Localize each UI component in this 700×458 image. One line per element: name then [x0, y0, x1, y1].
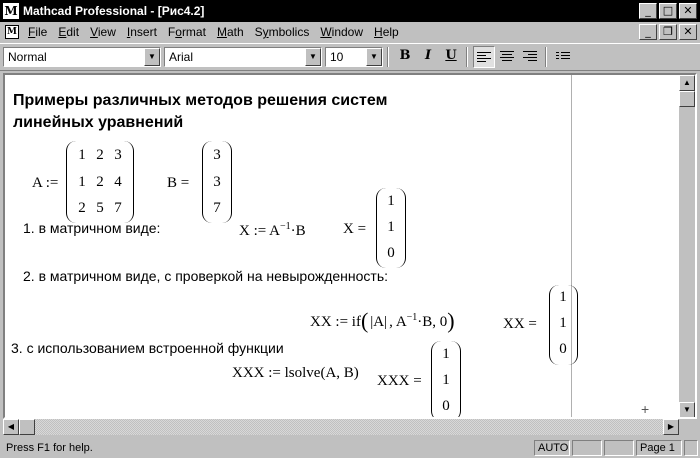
calc-mode-indicator: AUTO: [534, 440, 570, 456]
step1-expression[interactable]: X := $A^{-1}\cdot B$: [239, 221, 306, 239]
b-result-label[interactable]: B =: [167, 175, 190, 191]
menu-symbolics[interactable]: Symbolics: [254, 25, 310, 39]
vertical-scrollbar[interactable]: [679, 75, 695, 418]
matrix-a[interactable]: 1 2 3 1 2 4 2 5 7: [66, 141, 134, 223]
status-help-text: Press F1 for help.: [6, 441, 93, 454]
window-title: Mathcad Professional - [Рис4.2]: [23, 4, 205, 18]
menu-window[interactable]: Window: [320, 25, 364, 39]
scroll-down-button[interactable]: ▼: [679, 402, 695, 418]
font-select[interactable]: Arial ▼: [164, 47, 322, 67]
step2-text[interactable]: 2. в матричном виде, с проверкой на невырожденность:: [23, 268, 389, 284]
align-left-button[interactable]: [473, 46, 495, 68]
matrix-xx[interactable]: 1 1 0: [549, 285, 578, 365]
align-right-button[interactable]: [519, 46, 541, 68]
xx-result-label[interactable]: XX =: [503, 316, 537, 332]
align-right-icon: [523, 49, 537, 63]
align-center-button[interactable]: [496, 46, 518, 68]
underline-button[interactable]: U: [445, 48, 457, 63]
doc-restore-button[interactable]: ❐: [659, 24, 677, 40]
bullet-list-icon: [556, 50, 570, 61]
maximize-button[interactable]: □: [659, 3, 677, 19]
menu-file[interactable]: File: [28, 25, 48, 39]
matrix-b[interactable]: 3 3 7: [202, 141, 232, 223]
status-panel-empty-3: [684, 440, 698, 456]
step1-text[interactable]: 1. в матричном виде:: [23, 220, 161, 236]
align-center-icon: [500, 49, 514, 63]
menu-insert[interactable]: Insert: [126, 25, 157, 39]
style-select[interactable]: Normal ▼: [3, 47, 161, 67]
step2-expression[interactable]: XX := if( |A| , $A^{-1}\cdot B$, 0): [310, 308, 455, 333]
menu-edit[interactable]: Edit: [58, 25, 80, 39]
minimize-button[interactable]: _: [639, 3, 657, 19]
doc-close-button[interactable]: ✕: [679, 24, 697, 40]
status-bar: [0, 437, 700, 458]
worksheet[interactable]: [3, 73, 697, 419]
menu-math[interactable]: Math: [216, 25, 244, 39]
status-panel-empty-2: [604, 440, 634, 456]
format-toolbar: [0, 43, 700, 71]
vertical-scroll-thumb[interactable]: [679, 91, 695, 107]
menu-format[interactable]: Format: [167, 25, 206, 39]
horizontal-scroll-thumb[interactable]: [19, 419, 35, 435]
matrix-x[interactable]: 1 1 0: [376, 188, 406, 268]
menu-view[interactable]: View: [90, 25, 116, 39]
crosshair-cursor-icon: +: [641, 401, 650, 417]
status-panel-empty-1: [572, 440, 602, 456]
x-result-label[interactable]: X =: [343, 221, 367, 237]
page-boundary: [571, 75, 572, 418]
italic-button[interactable]: I: [424, 48, 432, 63]
menu-help[interactable]: Help: [374, 25, 399, 39]
font-size-select[interactable]: 10 ▼: [325, 47, 383, 67]
toolbar-separator: [466, 47, 468, 67]
matrix-xxx[interactable]: 1 1 0: [431, 341, 461, 419]
doc-minimize-button[interactable]: _: [639, 24, 657, 40]
toolbar-separator: [545, 47, 547, 67]
page-indicator: Page 1: [636, 440, 682, 456]
chevron-down-icon[interactable]: ▼: [366, 48, 382, 66]
title-bar: [0, 0, 700, 22]
bullets-button[interactable]: [552, 46, 574, 68]
worksheet-heading[interactable]: Примеры различных методов решения систем линейных уравнений: [13, 92, 388, 131]
document-icon[interactable]: M: [5, 25, 19, 39]
bold-button[interactable]: B: [399, 48, 411, 63]
close-button[interactable]: ✕: [679, 3, 697, 19]
scroll-up-button[interactable]: ▲: [679, 75, 695, 91]
horizontal-scrollbar[interactable]: [3, 419, 679, 435]
step3-expression[interactable]: XXX := lsolve(A, B): [232, 365, 359, 381]
mathcad-app-icon[interactable]: M: [4, 4, 18, 18]
a-definition-label[interactable]: A :=: [32, 175, 59, 191]
scroll-left-button[interactable]: ◀: [3, 419, 19, 435]
scroll-right-button[interactable]: ▶: [663, 419, 679, 435]
menu-bar: [0, 22, 700, 42]
chevron-down-icon[interactable]: ▼: [305, 48, 321, 66]
chevron-down-icon[interactable]: ▼: [144, 48, 160, 66]
align-left-icon: [477, 50, 491, 64]
xxx-result-label[interactable]: XXX =: [377, 373, 422, 389]
toolbar-separator: [387, 47, 389, 67]
step3-text[interactable]: 3. с использованием встроенной функции: [11, 340, 284, 356]
